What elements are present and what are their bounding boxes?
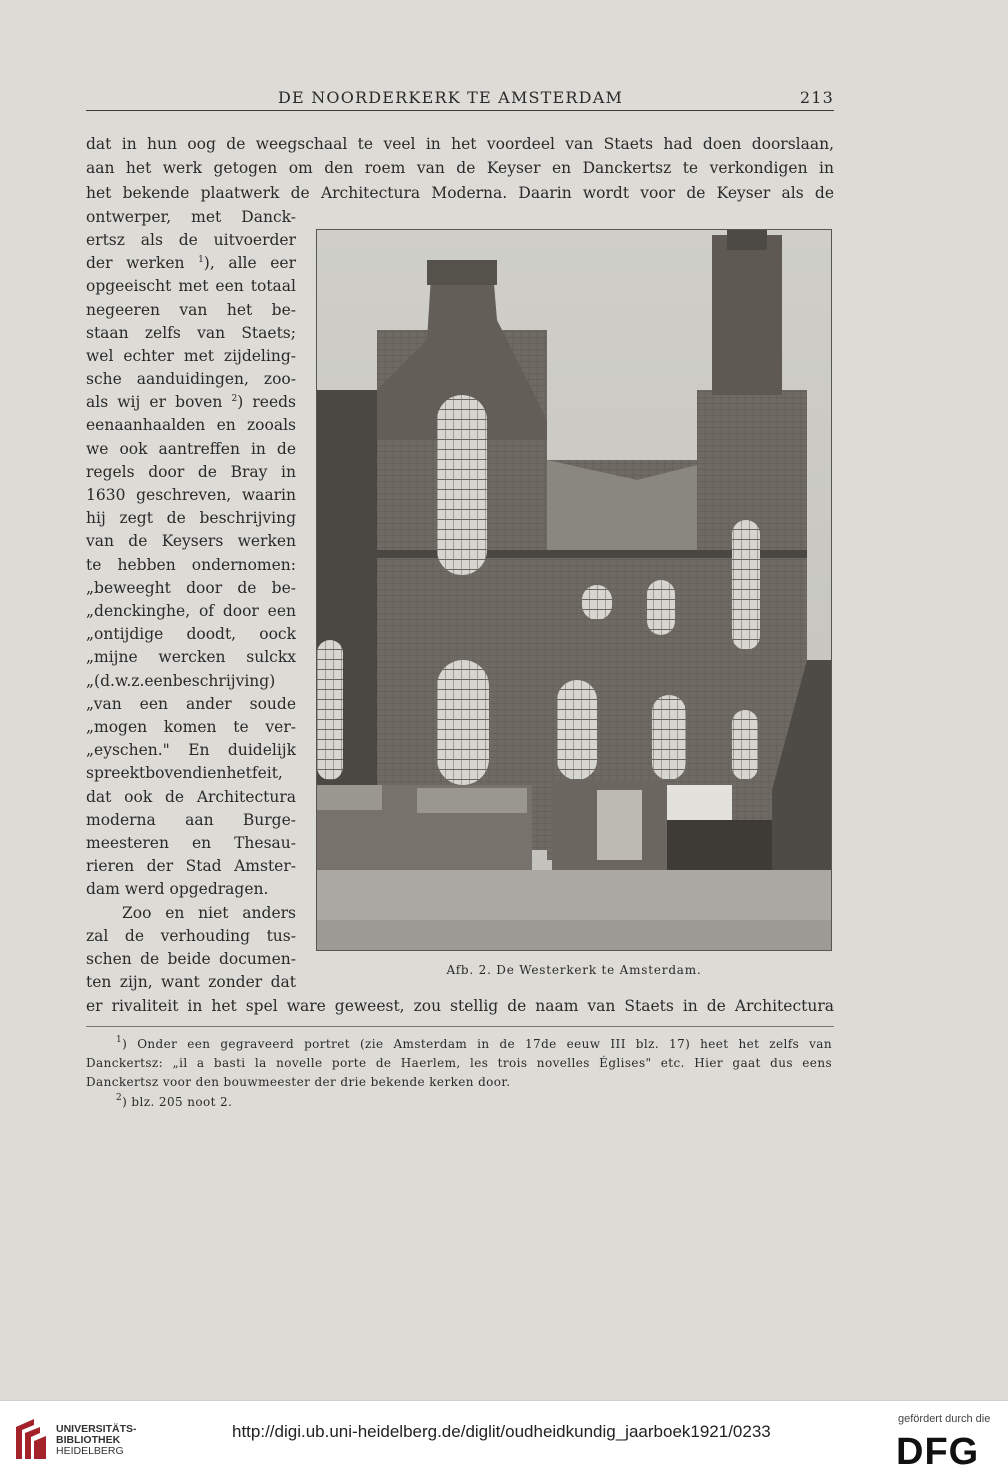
westerkerk-photo xyxy=(317,230,831,950)
body-line: 1630 geschreven, waarin xyxy=(86,486,296,504)
body-line: schen de beide documen- xyxy=(86,950,296,968)
body-line: „mogen komen te ver- xyxy=(86,718,296,736)
body-line: als wij er boven $^2$) reeds xyxy=(86,393,296,411)
body-line: der werken $^1$), alle eer xyxy=(86,254,296,272)
body-line: er rivaliteit in het spel ware geweest, zou stellig de naam van Staets in de Architectura xyxy=(86,997,834,1015)
footnote-divider xyxy=(86,1026,834,1027)
body-line: sche aanduidingen, zoo- xyxy=(86,370,296,388)
body-line: we ook aantreffen in de xyxy=(86,440,296,458)
body-line: dat in hun oog de weegschaal te veel in het voordeel van Staets had doen doorslaan, xyxy=(86,135,834,153)
page-number: 213 xyxy=(799,88,834,107)
body-line: negeeren van het be- xyxy=(86,301,296,319)
body-line: Zoo en niet anders xyxy=(122,904,296,922)
footnote-line: $^1$) Onder een gegraveerd portret (zie Amsterdam in de 17de eeuw III blz. 17) heet het zelfs van xyxy=(116,1035,832,1051)
footnote-line: $^2$) blz. 205 noot 2. xyxy=(116,1093,233,1109)
body-line: dat ook de Architectura xyxy=(86,788,296,806)
running-title: DE NOORDERKERK TE AMSTERDAM xyxy=(278,88,624,107)
body-line: „denckinghe, of door een xyxy=(86,602,296,620)
body-line: opgeeischt met een totaal xyxy=(86,277,296,295)
dfg-logo: DFG xyxy=(896,1431,980,1473)
body-line: moderna aan Burge- xyxy=(86,811,296,829)
body-line: van de Keysers werken xyxy=(86,532,296,550)
library-name: UNIVERSITÄTS- BIBLIOTHEK HEIDELBERG xyxy=(56,1423,137,1457)
footnote-ref[interactable]: 2 xyxy=(231,394,238,404)
viewer-footer xyxy=(0,1400,1008,1478)
body-line: „eyschen." En duidelijk xyxy=(86,741,296,759)
body-line: „mijne wercken sulckx xyxy=(86,648,296,666)
body-line: spreektbovendienhetfeit, xyxy=(86,764,283,782)
body-line: aan het werk getogen om den roem van de Keyser en Danckertsz te verkondigen in xyxy=(86,159,834,177)
running-head xyxy=(86,86,834,111)
body-line: regels door de Bray in xyxy=(86,463,296,481)
body-line: te hebben ondernomen: xyxy=(86,556,296,574)
body-line: ten zijn, want zonder dat xyxy=(86,973,296,991)
footnote-ref[interactable]: 1 xyxy=(198,255,204,265)
footnote-mark: 2 xyxy=(116,1093,123,1103)
body-line: het bekende plaatwerk de Architectura Moderna. Daarin wordt voor de Keyser als de xyxy=(86,184,834,202)
body-line: staan zelfs van Staets; xyxy=(86,324,296,342)
figure-caption: Afb. 2. De Westerkerk te Amsterdam. xyxy=(446,963,702,977)
body-line: zal de verhouding tus- xyxy=(86,927,296,945)
church-photo xyxy=(316,229,832,951)
body-line: ertsz als de uitvoerder xyxy=(86,231,296,249)
footnote-line: Danckertsz voor den bouwmeester der drie bekende kerken door. xyxy=(86,1075,511,1089)
body-line: wel echter met zijdeling- xyxy=(86,347,296,365)
university-library-logo-icon xyxy=(12,1417,50,1461)
footnote-line: Danckertsz: „il a basti la novelle porte de Haerlem, les trois novelles Églises" etc. Hier gaat dus eens xyxy=(86,1056,832,1070)
body-line: „ontijdige doodt, oock xyxy=(86,625,296,643)
body-line: eenaanhaalden en zooals xyxy=(86,416,296,434)
body-line: hij zegt de beschrijving xyxy=(86,509,296,527)
funding-note: gefördert durch die xyxy=(898,1413,991,1425)
body-line: meesteren en Thesau- xyxy=(86,834,296,852)
body-line: „van een ander soude xyxy=(86,695,296,713)
body-line: „beweeght door de be- xyxy=(86,579,296,597)
body-line: rieren der Stad Amster- xyxy=(86,857,296,875)
footnote-mark: 1 xyxy=(116,1035,123,1045)
body-line: ontwerper, met Danck- xyxy=(86,208,296,226)
body-line: dam werd opgedragen. xyxy=(86,880,269,898)
permalink-url[interactable]: http://digi.ub.uni-heidelberg.de/diglit/oudheidkundig_jaarboek1921/0233 xyxy=(232,1422,771,1441)
body-line: „(d.w.z.eenbeschrijving) xyxy=(86,672,276,690)
